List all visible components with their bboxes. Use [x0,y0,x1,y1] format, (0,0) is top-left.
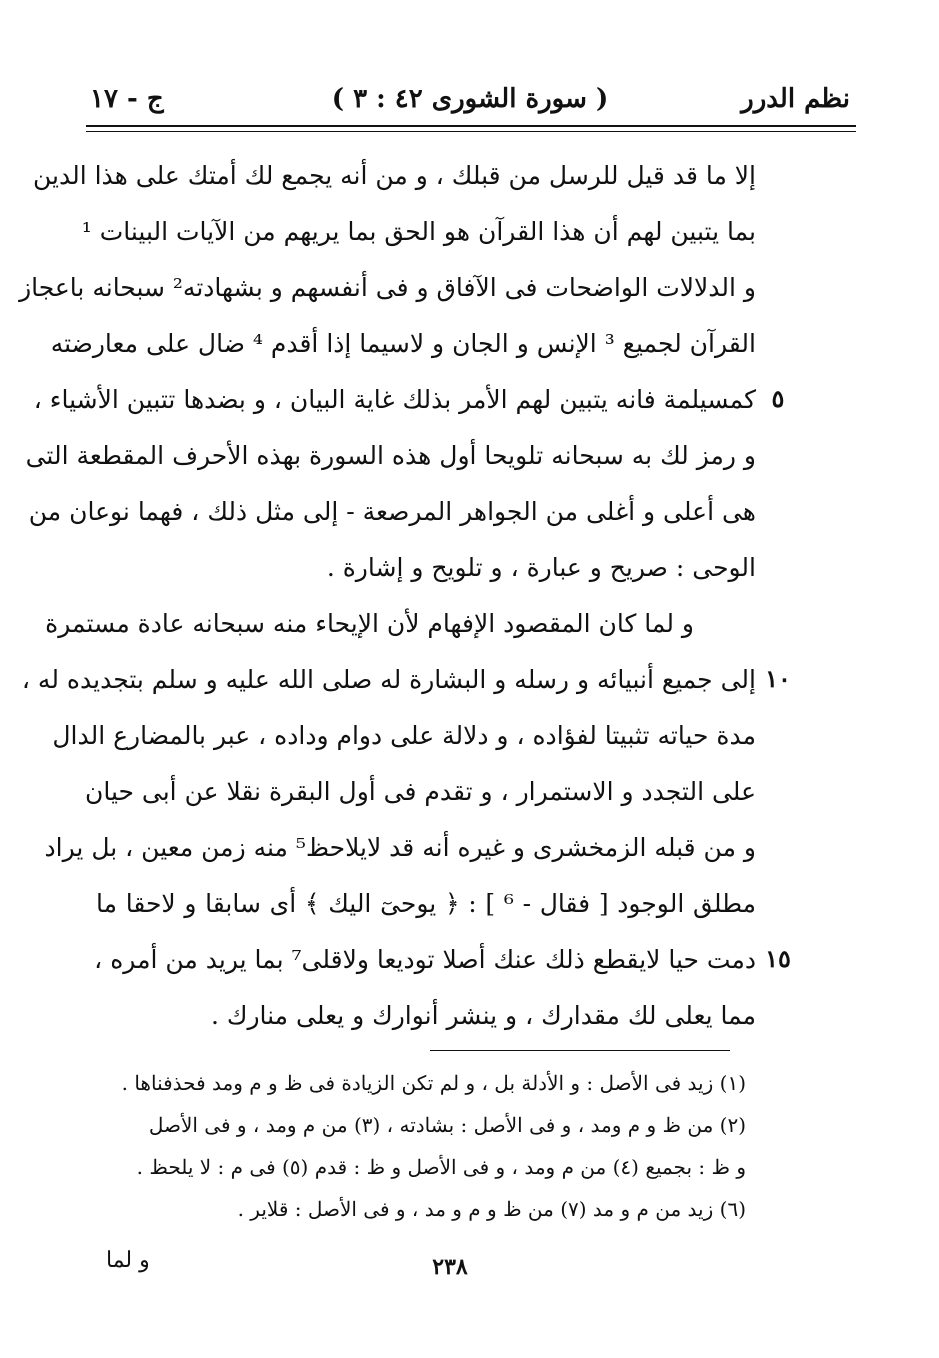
footnote: (٦) زيد من م و مد (٧) من ظ و م و مد ، و فى الأصل : قلاير . [237,1197,746,1221]
line-number-5: ٥ [771,384,785,413]
page-number: ٢٣٨ [432,1254,468,1280]
footnote: و ظ : بجميع (٤) من م ومد ، و فى الأصل و ظ : قدم (٥) فى م : لا يلحظ . [136,1155,746,1179]
text-line: دمت حيا لايقطع ذلك عنك أصلا توديعا ولاقلى⁷ بما يريد من أمره ، [94,945,756,974]
catchword: و لما [106,1248,150,1273]
main-text [19,148,756,1044]
text-line: إلى جميع أنبيائه و رسله و البشارة له صلى الله عليه و سلم بتجديده له ، [21,665,756,694]
line-number-15: ١٥ [765,944,791,973]
text-line: و لما كان المقصود الإفهام لأن الإيحاء منه سبحانه عادة مستمرة [45,609,694,638]
text-line: مطلق الوجود [ فقال - ⁶ ] : ﴿ يوحىٓ اليك ﴾ أى سابقا و لاحقا ما [96,889,756,918]
text-line: و من قبله الزمخشرى و غيره أنه قد لايلاحظ⁵ منه زمن معين ، بل يراد [44,833,756,862]
text-line: مما يعلى لك مقدارك ، و ينشر أنوارك و يعلى منارك . [210,1001,756,1030]
text-line: و الدلالات الواضحات فى الآفاق و فى أنفسهم و بشهادته² سبحانه باعجاز [19,273,756,302]
book-title: نظم الدرر [741,84,850,114]
text-line: بما يتبين لهم أن هذا القرآن هو الحق بما يريهم من الآيات البينات ¹ [81,217,756,246]
footnote: (١) زيد فى الأصل : و الأدلة بل ، و لم تكن الزيادة فى ظ و م ومد فحذفناها . [121,1071,746,1095]
footnotes [100,1062,746,1230]
running-header [90,78,850,118]
text-line: هى أعلى و أغلى من الجواهر المرصعة - إلى مثل ذلك ، فهما نوعان من [28,497,756,526]
text-line: مدة حياته تثبيتا لفؤاده ، و دلالة على دوام وداده ، عبر بالمضارع الدال [52,721,756,750]
text-line: القرآن لجميع ³ الإنس و الجان و لاسيما إذا أقدم ⁴ ضال على معارضته [50,329,756,358]
footnote-divider [430,1050,730,1051]
header-rule [86,125,856,132]
text-line: إلا ما قد قيل للرسل من قبلك ، و من أنه يجمع لك أمتك على هذا الدين [32,161,756,190]
text-line: و رمز لك به سبحانه تلويحا أول هذه السورة بهذه الأحرف المقطعة التى [25,441,756,470]
text-line: الوحى : صريح و عبارة ، و تلويح و إشارة . [326,553,756,582]
surah-reference: ( سورة الشورى ٤٢ : ٣ ) [331,84,609,114]
volume-label: ج - ١٧ [90,84,164,114]
text-line: كمسيلمة فانه يتبين لهم الأمر بذلك غاية البيان ، و بضدها تتبين الأشياء ، [33,385,756,414]
footnote: (٢) من ظ و م ومد ، و فى الأصل : بشادته ، (٣) من م ومد ، و فى الأصل [148,1113,746,1137]
text-line: على التجدد و الاستمرار ، و تقدم فى أول البقرة نقلا عن أبى حيان [84,777,756,806]
line-number-10: ١٠ [765,664,791,693]
